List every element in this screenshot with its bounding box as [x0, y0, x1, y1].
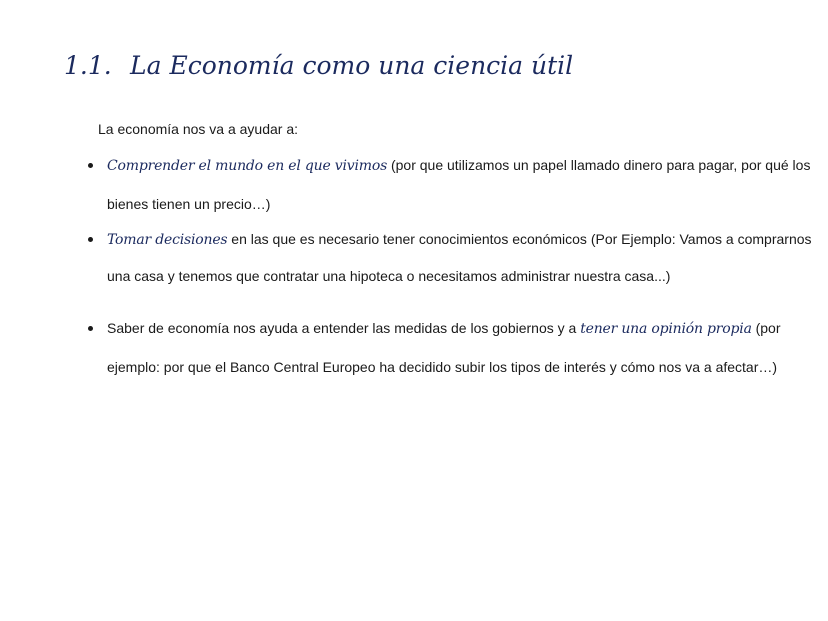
bullet-icon	[88, 326, 93, 331]
highlight-text: Comprender el mundo en el que vivimos	[107, 158, 388, 174]
bullet-line	[107, 194, 270, 214]
bullet-text: bienes tienen un precio…)	[107, 196, 271, 212]
bullet-icon	[88, 237, 93, 242]
section-number: 1.1.	[64, 51, 112, 80]
section-title: La Economía como una ciencia útil	[130, 51, 574, 80]
bullet-text: una casa y tenemos que contratar una hipoteca o necesitamos administrar nuestra casa...)	[107, 268, 671, 284]
bullet-line	[107, 318, 781, 339]
bullet-line	[107, 357, 777, 377]
bullet-text: ejemplo: por que el Banco Central Europeo ha decidido subir los tipos de interés y cómo nos va a afectar…)	[107, 359, 778, 375]
bullet-text: (por	[751, 320, 781, 336]
section-heading	[64, 47, 573, 85]
bullet-line	[107, 229, 812, 250]
highlight-text: Tomar decisiones	[107, 232, 228, 248]
highlight-text: tener una opinión propia	[580, 321, 752, 337]
bullet-text: en las que es necesario tener conocimientos económicos (Por Ejemplo: Vamos a comprarnos	[227, 231, 812, 247]
bullet-text: Saber de economía nos ayuda a entender las medidas de los gobiernos y a	[107, 320, 581, 336]
bullet-text: (por que utilizamos un papel llamado dinero para pagar, por qué los	[387, 157, 811, 173]
intro-text: La economía nos va a ayudar a:	[98, 121, 299, 137]
bullet-line	[107, 155, 810, 176]
bullet-icon	[88, 163, 93, 168]
bullet-line	[107, 266, 670, 286]
